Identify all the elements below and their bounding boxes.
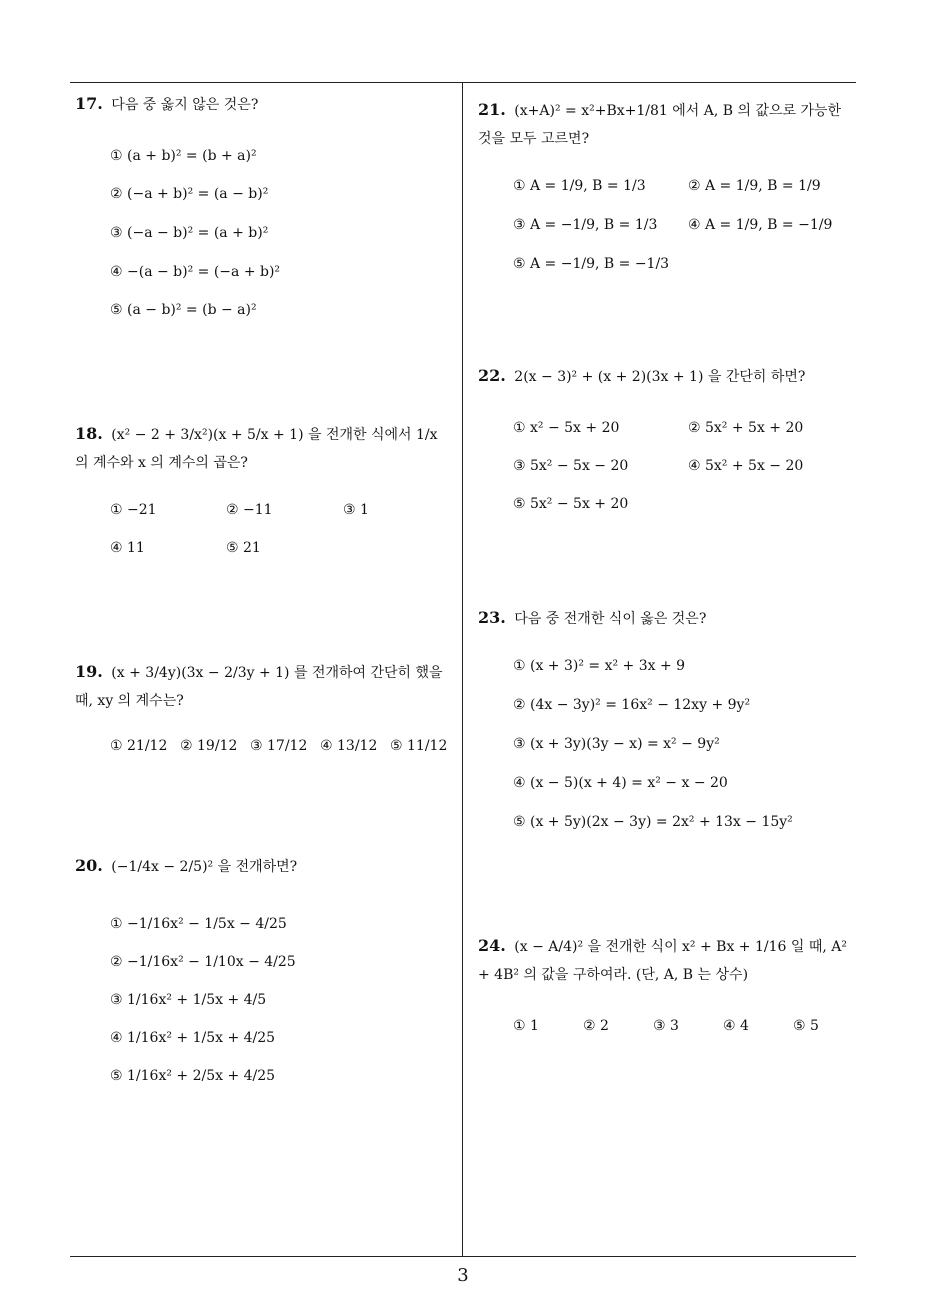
option[interactable]: ④ 13/12 [320, 738, 378, 754]
question-stem: 다음 중 옳지 않은 것은? [111, 97, 259, 113]
question-number: 17. [75, 94, 103, 113]
question-18 [75, 420, 455, 477]
question-number: 21. [478, 100, 506, 119]
option[interactable]: ② −1/16x² − 1/10x − 4/25 [110, 954, 296, 970]
option[interactable]: ④ 4 [723, 1018, 749, 1034]
question-24 [478, 932, 858, 989]
question-21 [478, 96, 858, 153]
question-stem: (x − A/4)² 을 전개한 식이 x² + Bx + 1/16 일 때, A² + 4B² 의 값을 구하여라. (단, A, B 는 상수) [478, 939, 848, 983]
question-number: 23. [478, 608, 506, 627]
option[interactable]: ③ 17/12 [250, 738, 308, 754]
option[interactable]: ① x² − 5x + 20 [513, 420, 620, 436]
option[interactable]: ⑤ (a − b)² = (b − a)² [110, 302, 257, 318]
option[interactable]: ④ 11 [110, 540, 145, 556]
option[interactable]: ① 21/12 [110, 738, 168, 754]
question-22 [478, 362, 858, 391]
option[interactable]: ② −11 [226, 502, 273, 518]
option[interactable]: ① 1 [513, 1018, 539, 1034]
option[interactable]: ② (4x − 3y)² = 16x² − 12xy + 9y² [513, 697, 751, 713]
question-number: 24. [478, 936, 506, 955]
question-17 [75, 90, 450, 119]
question-number: 18. [75, 424, 103, 443]
option[interactable]: ② A = 1/9, B = 1/9 [688, 178, 821, 194]
option[interactable]: ⑤ 5 [793, 1018, 819, 1034]
question-23 [478, 604, 858, 633]
question-stem: (x + 3/4y)(3x − 2/3y + 1) 를 전개하여 간단히 했을 때, xy 의 계수는? [75, 665, 443, 709]
option[interactable]: ③ A = −1/9, B = 1/3 [513, 217, 658, 233]
option[interactable]: ④ 5x² + 5x − 20 [688, 458, 804, 474]
option[interactable]: ① A = 1/9, B = 1/3 [513, 178, 646, 194]
bottom-rule [70, 1256, 856, 1257]
option[interactable]: ⑤ 21 [226, 540, 261, 556]
question-number: 19. [75, 662, 103, 681]
option[interactable]: ② 19/12 [180, 738, 238, 754]
question-19 [75, 658, 455, 715]
option[interactable]: ④ 1/16x² + 1/5x + 4/25 [110, 1030, 276, 1046]
question-stem: (x+A)² = x²+Bx+1/81 에서 A, B 의 값으로 가능한 것을 모두 고르면? [478, 103, 842, 147]
option[interactable]: ④ −(a − b)² = (−a + b)² [110, 264, 281, 280]
option[interactable]: ④ (x − 5)(x + 4) = x² − x − 20 [513, 775, 728, 791]
question-number: 20. [75, 856, 103, 875]
option[interactable]: ③ (x + 3y)(3y − x) = x² − 9y² [513, 736, 720, 752]
top-rule [70, 82, 856, 83]
option[interactable]: ③ 1 [343, 502, 369, 518]
option[interactable]: ⑤ 11/12 [390, 738, 448, 754]
option[interactable]: ① (x + 3)² = x² + 3x + 9 [513, 658, 686, 674]
question-stem: 2(x − 3)² + (x + 2)(3x + 1) 을 간단히 하면? [514, 369, 806, 385]
question-stem: (x² − 2 + 3/x²)(x + 5/x + 1) 을 전개한 식에서 1/x 의 계수와 x 의 계수의 곱은? [75, 427, 438, 471]
option[interactable]: ⑤ 5x² − 5x + 20 [513, 496, 629, 512]
option[interactable]: ① −21 [110, 502, 157, 518]
option[interactable]: ② 2 [583, 1018, 609, 1034]
option[interactable]: ⑤ A = −1/9, B = −1/3 [513, 256, 670, 272]
option[interactable]: ① (a + b)² = (b + a)² [110, 148, 257, 164]
question-stem: (−1/4x − 2/5)² 을 전개하면? [111, 859, 298, 875]
option[interactable]: ⑤ 1/16x² + 2/5x + 4/25 [110, 1068, 276, 1084]
option[interactable]: ④ A = 1/9, B = −1/9 [688, 217, 833, 233]
column-divider [462, 82, 463, 1257]
question-number: 22. [478, 366, 506, 385]
option[interactable]: ⑤ (x + 5y)(2x − 3y) = 2x² + 13x − 15y² [513, 814, 793, 830]
option[interactable]: ③ (−a − b)² = (a + b)² [110, 225, 269, 241]
option[interactable]: ③ 3 [653, 1018, 679, 1034]
question-20 [75, 852, 450, 881]
question-stem: 다음 중 전개한 식이 옳은 것은? [514, 611, 707, 627]
option[interactable]: ② 5x² + 5x + 20 [688, 420, 804, 436]
page-number: 3 [457, 1265, 469, 1286]
option[interactable]: ① −1/16x² − 1/5x − 4/25 [110, 916, 287, 932]
option[interactable]: ② (−a + b)² = (a − b)² [110, 186, 269, 202]
option[interactable]: ③ 5x² − 5x − 20 [513, 458, 629, 474]
option[interactable]: ③ 1/16x² + 1/5x + 4/5 [110, 992, 267, 1008]
